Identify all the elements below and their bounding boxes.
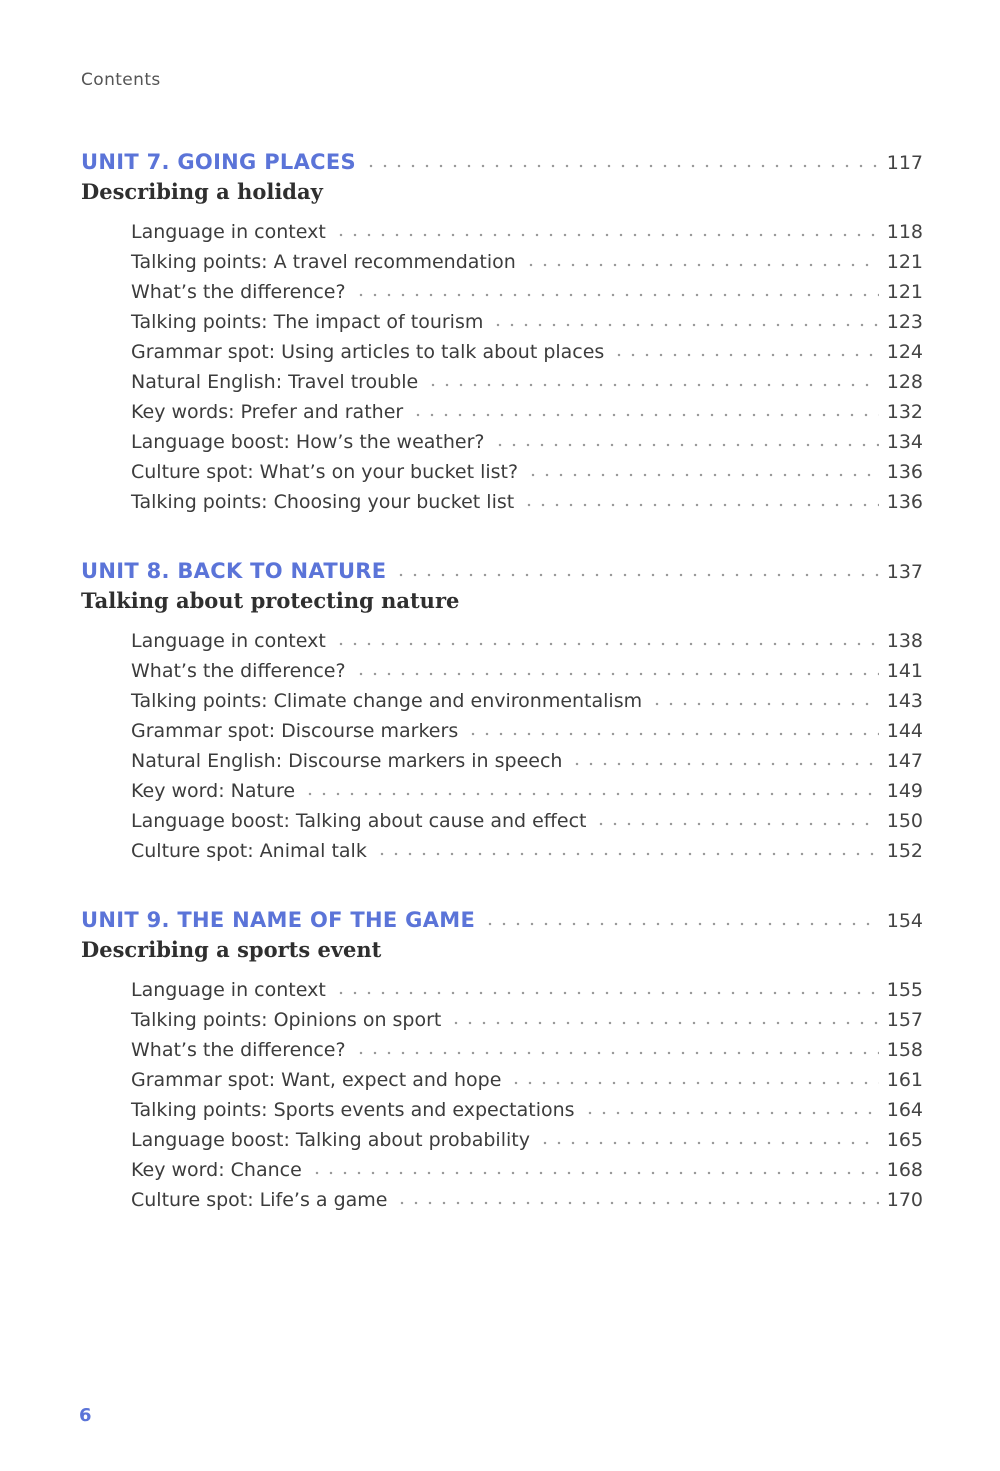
entry-label: What’s the difference? bbox=[131, 1039, 346, 1061]
toc-entry[interactable] bbox=[131, 971, 923, 1001]
entry-label: Culture spot: Animal talk bbox=[131, 840, 367, 862]
toc-entry[interactable] bbox=[131, 363, 923, 393]
page-number: 118 bbox=[886, 221, 923, 243]
toc-entry[interactable] bbox=[131, 1061, 923, 1091]
entry-label: Talking points: Sports events and expectations bbox=[131, 1099, 575, 1121]
dot-leader bbox=[570, 752, 878, 766]
dot-leader bbox=[524, 253, 879, 267]
toc-entry[interactable] bbox=[131, 303, 923, 333]
toc-entry[interactable] bbox=[131, 1151, 923, 1181]
dot-leader bbox=[493, 433, 879, 447]
entry-label: Talking points: The impact of tourism bbox=[131, 311, 484, 333]
toc-entry[interactable] bbox=[131, 393, 923, 423]
dot-leader bbox=[538, 1131, 879, 1145]
dot-leader bbox=[334, 981, 879, 995]
dot-leader bbox=[509, 1071, 878, 1085]
page-number: 168 bbox=[886, 1159, 923, 1181]
page-number: 161 bbox=[886, 1069, 923, 1091]
page-number: 147 bbox=[886, 750, 923, 772]
dot-leader bbox=[334, 223, 879, 237]
dot-leader bbox=[612, 343, 878, 357]
toc-entry[interactable] bbox=[131, 453, 923, 483]
toc-entry[interactable] bbox=[131, 832, 923, 862]
entry-label: Culture spot: Life’s a game bbox=[131, 1189, 388, 1211]
entry-label: Grammar spot: Want, expect and hope bbox=[131, 1069, 502, 1091]
toc-entry[interactable] bbox=[131, 1091, 923, 1121]
page-number: 117 bbox=[886, 152, 923, 174]
page-number: 136 bbox=[886, 491, 923, 513]
page-number: 123 bbox=[886, 311, 923, 333]
entry-label: Talking points: A travel recommendation bbox=[131, 251, 516, 273]
page-number: 128 bbox=[886, 371, 923, 393]
unit-title: UNIT 9. THE NAME OF THE GAME bbox=[81, 908, 476, 932]
toc-entry[interactable] bbox=[131, 273, 923, 303]
page-number: 154 bbox=[886, 910, 923, 932]
entry-label: Key words: Prefer and rather bbox=[131, 401, 404, 423]
entry-label: Talking points: Opinions on sport bbox=[131, 1009, 442, 1031]
page-number: 170 bbox=[886, 1189, 923, 1211]
dot-leader bbox=[310, 1161, 879, 1175]
dot-leader bbox=[334, 632, 879, 646]
dot-leader bbox=[364, 154, 879, 168]
entry-label: Language boost: Talking about cause and effect bbox=[131, 810, 587, 832]
toc-entry[interactable] bbox=[131, 333, 923, 363]
page-number: 158 bbox=[886, 1039, 923, 1061]
entry-label: Key word: Nature bbox=[131, 780, 296, 802]
toc-entry[interactable] bbox=[131, 483, 923, 513]
page-number: 136 bbox=[886, 461, 923, 483]
page-number: 134 bbox=[886, 431, 923, 453]
page-number: 157 bbox=[886, 1009, 923, 1031]
entry-label: Natural English: Discourse markers in speech bbox=[131, 750, 563, 772]
dot-leader bbox=[491, 313, 878, 327]
entry-label: Talking points: Climate change and environmentalism bbox=[131, 690, 643, 712]
page-number: 137 bbox=[886, 561, 923, 583]
toc-entry[interactable] bbox=[131, 742, 923, 772]
running-header: Contents bbox=[81, 70, 161, 90]
unit-heading[interactable] bbox=[81, 902, 923, 932]
toc-entry[interactable] bbox=[131, 1031, 923, 1061]
page-number: 150 bbox=[886, 810, 923, 832]
toc-entry[interactable] bbox=[131, 1001, 923, 1031]
dot-leader bbox=[354, 662, 879, 676]
entry-label: Language in context bbox=[131, 630, 326, 652]
dot-leader bbox=[466, 722, 879, 736]
entry-label: Language boost: Talking about probability bbox=[131, 1129, 530, 1151]
entry-label: Natural English: Travel trouble bbox=[131, 371, 419, 393]
toc-entry[interactable] bbox=[131, 802, 923, 832]
toc-entry[interactable] bbox=[131, 213, 923, 243]
dot-leader bbox=[583, 1101, 879, 1115]
toc-entry[interactable] bbox=[131, 622, 923, 652]
page-number: 124 bbox=[886, 341, 923, 363]
page-number: 138 bbox=[886, 630, 923, 652]
unit-subtitle: Describing a sports event bbox=[81, 937, 382, 962]
unit-title: UNIT 8. BACK TO NATURE bbox=[81, 559, 387, 583]
toc-entry[interactable] bbox=[131, 1181, 923, 1211]
dot-leader bbox=[354, 283, 879, 297]
page-number: 143 bbox=[886, 690, 923, 712]
entry-label: Language in context bbox=[131, 221, 326, 243]
entry-label: Language in context bbox=[131, 979, 326, 1001]
entry-label: What’s the difference? bbox=[131, 281, 346, 303]
page-number: 121 bbox=[886, 281, 923, 303]
unit-heading[interactable] bbox=[81, 553, 923, 583]
entry-label: Key word: Chance bbox=[131, 1159, 302, 1181]
dot-leader bbox=[395, 1191, 878, 1205]
toc-entry[interactable] bbox=[131, 712, 923, 742]
toc-entry[interactable] bbox=[131, 652, 923, 682]
unit-subtitle: Talking about protecting nature bbox=[81, 588, 460, 613]
page-number: 165 bbox=[886, 1129, 923, 1151]
page-number: 132 bbox=[886, 401, 923, 423]
dot-leader bbox=[354, 1041, 879, 1055]
dot-leader bbox=[483, 912, 879, 926]
dot-leader bbox=[594, 812, 878, 826]
dot-leader bbox=[650, 692, 879, 706]
dot-leader bbox=[375, 842, 879, 856]
dot-leader bbox=[303, 782, 879, 796]
entry-label: Language boost: How’s the weather? bbox=[131, 431, 485, 453]
entry-label: Culture spot: What’s on your bucket list? bbox=[131, 461, 519, 483]
entry-label: Talking points: Choosing your bucket list bbox=[131, 491, 515, 513]
dot-leader bbox=[394, 563, 878, 577]
dot-leader bbox=[426, 373, 879, 387]
entry-label: What’s the difference? bbox=[131, 660, 346, 682]
folio-page-number: 6 bbox=[79, 1405, 92, 1426]
dot-leader bbox=[522, 493, 879, 507]
toc-entry[interactable] bbox=[131, 423, 923, 453]
toc-entry[interactable] bbox=[131, 1121, 923, 1151]
unit-subtitle: Describing a holiday bbox=[81, 179, 323, 204]
page-number: 144 bbox=[886, 720, 923, 742]
page-number: 152 bbox=[886, 840, 923, 862]
page-number: 149 bbox=[886, 780, 923, 802]
unit-heading[interactable] bbox=[81, 144, 923, 174]
toc-entry[interactable] bbox=[131, 243, 923, 273]
entry-label: Grammar spot: Using articles to talk about places bbox=[131, 341, 605, 363]
dot-leader bbox=[449, 1011, 878, 1025]
dot-leader bbox=[526, 463, 879, 477]
page-number: 155 bbox=[886, 979, 923, 1001]
page-number: 141 bbox=[886, 660, 923, 682]
unit-title: UNIT 7. GOING PLACES bbox=[81, 150, 356, 174]
toc-entry[interactable] bbox=[131, 772, 923, 802]
entry-label: Grammar spot: Discourse markers bbox=[131, 720, 459, 742]
dot-leader bbox=[411, 403, 879, 417]
page-number: 121 bbox=[886, 251, 923, 273]
page-number: 164 bbox=[886, 1099, 923, 1121]
toc-entry[interactable] bbox=[131, 682, 923, 712]
